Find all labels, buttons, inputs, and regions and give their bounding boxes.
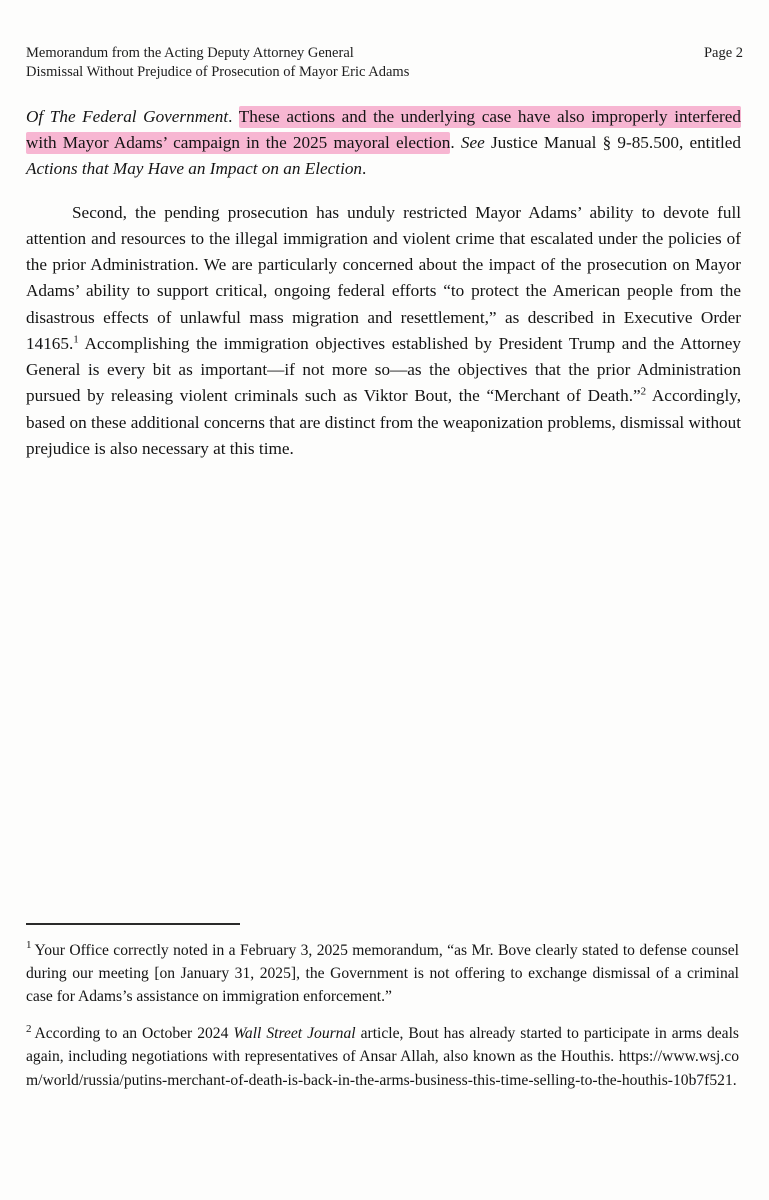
citation-text: Justice Manual § 9-85.500, entitled [490, 133, 742, 153]
paragraph-second-text-a: Second, the pending prosecution has unduly restricted Mayor Adams’ ability to devote full attention and resources to the illegal immigration and violent crime that escalated under the policies of the prior Administration. We are particularly concerned about the impact of the prosecution on Mayor Adams’ ability to support critical, ongoing federal efforts “to protect the American people from the disastrous effects of unlawful mass migration and resettlement,” as described in Executive Order 14165. [26, 202, 741, 353]
highlight-period: . [450, 133, 455, 153]
footnote-2-url[interactable]: https://www.wsj.com/world/russia/putins-merchant-of-death-is-back-in-the-arms-business-this-time-selling-to-the-houthis-10b7f521. [26, 1048, 740, 1089]
page-number: Page 2 [703, 45, 743, 61]
see-signal: See [460, 133, 485, 153]
footnote-1-marker: 1 [26, 939, 32, 952]
footnote-2-publication: Wall Street Journal [233, 1024, 356, 1042]
citation-end: . [362, 159, 367, 179]
footnote-ref-2: 2 [640, 385, 647, 398]
page-header [26, 44, 743, 83]
footnote-2-text-b: article, Bout has already started to participate in arms deals again, including negotiations with representatives of Ansar Allah, also known as the Houthis. [26, 1024, 740, 1066]
paragraph-second [26, 200, 741, 462]
header-line-2: Dismissal Without Prejudice of Prosecution of Mayor Eric Adams [26, 64, 410, 81]
footnote-separator-rule [26, 923, 240, 925]
document-body [26, 104, 741, 462]
highlighted-sentence: These actions and the underlying case have also improperly interfered with Mayor Adams’ campaign in the 2025 mayoral election [26, 107, 741, 153]
paragraph-continuation [26, 104, 741, 183]
citation-title: Actions that May Have an Impact on an Election [26, 159, 363, 179]
lead-period: . [228, 107, 233, 126]
header-title-block [26, 44, 409, 83]
header-line-1: Memorandum from the Acting Deputy Attorney General [26, 45, 354, 61]
footnote-section [26, 923, 739, 1092]
footnote-1 [26, 939, 739, 1009]
footnote-ref-1: 1 [73, 333, 79, 346]
footnote-2-marker: 2 [26, 1022, 32, 1035]
footnote-2-text-a: According to an October 2024 [34, 1024, 229, 1042]
footnote-1-text: Your Office correctly noted in a February 3, 2025 memorandum, “as Mr. Bove clearly stated to defense counsel during our meeting [on January 31, 2025], the Government is not offering to exchange dismissal of a criminal case for Adams’s assistance on immigration enforcement.” [26, 941, 739, 1006]
paragraph-second-text-c: Accordingly, based on these additional concerns that are distinct from the weaponization problems, dismissal without prejudice is also necessary at this time. [26, 386, 741, 458]
footnote-2 [26, 1022, 739, 1092]
lead-italic-phrase: Of The Federal Government [26, 107, 229, 126]
paragraph-second-text-b: Accomplishing the immigration objectives established by President Trump and the Attorney General is every bit as important—if not more so—as the objectives that the prior Administration pursued by releasing violent criminals such as Viktor Bout, the “Merchant of Death.” [26, 333, 741, 406]
